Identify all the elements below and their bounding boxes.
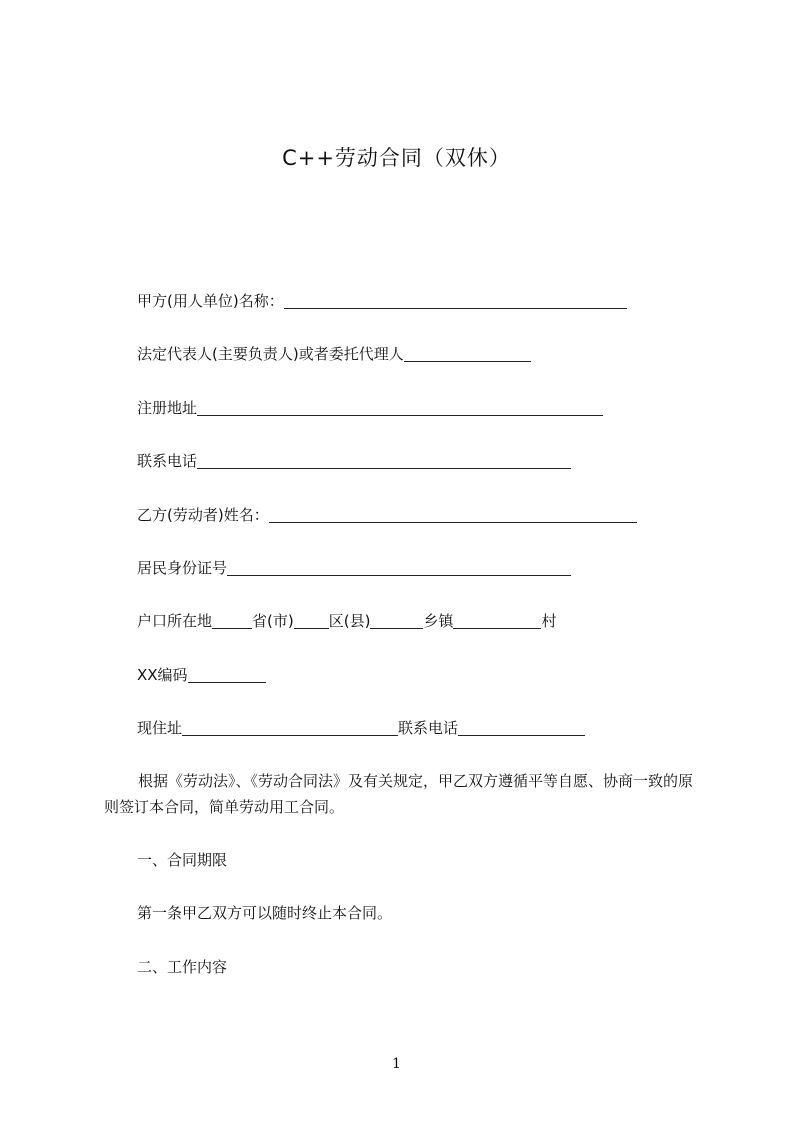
id-number-row xyxy=(137,558,571,578)
legal-rep-row xyxy=(137,344,531,364)
district-label: 区(县) xyxy=(328,612,371,630)
legal-rep-blank[interactable] xyxy=(404,345,531,362)
employer-phone-row xyxy=(137,451,571,471)
village-blank[interactable] xyxy=(453,612,541,629)
document-title: C++劳动合同（双休） xyxy=(282,146,511,170)
employer-name-blank[interactable] xyxy=(284,292,627,309)
current-phone-blank[interactable] xyxy=(458,719,585,736)
intro-paragraph: 根据《劳动法》、《劳动合同法》及有关规定，甲乙双方遵循平等自愿、协商一致的原则签订本合同，简单劳动用工合同。 xyxy=(104,772,694,816)
town-label: 乡镇 xyxy=(423,612,454,630)
employer-phone-label: 联系电话 xyxy=(137,452,198,470)
current-address-blank[interactable] xyxy=(182,719,398,736)
legal-rep-label: 法定代表人(主要负责人)或者委托代理人 xyxy=(137,345,404,363)
section2-heading: 二、工作内容 xyxy=(137,958,228,976)
section1-heading: 一、合同期限 xyxy=(137,851,228,869)
district-blank[interactable] xyxy=(294,612,329,629)
household-label: 户口所在地 xyxy=(137,612,213,630)
employer-name-row xyxy=(137,291,627,311)
household-row xyxy=(137,611,556,631)
page-number: 1 xyxy=(392,1056,401,1072)
employee-name-label: 乙方(劳动者)姓名： xyxy=(137,506,269,524)
reg-address-row xyxy=(137,398,603,418)
employer-name-label: 甲方(用人单位)名称： xyxy=(137,292,284,310)
reg-address-label: 注册地址 xyxy=(137,399,198,417)
province-label: 省(市) xyxy=(252,612,294,630)
employee-name-blank[interactable] xyxy=(269,506,637,523)
current-address-label: 现住址 xyxy=(137,719,183,737)
current-address-row xyxy=(137,718,585,738)
current-phone-label: 联系电话 xyxy=(398,719,459,737)
code-blank[interactable] xyxy=(188,666,266,683)
town-blank[interactable] xyxy=(370,612,423,629)
village-label: 村 xyxy=(541,612,557,630)
id-number-label: 居民身份证号 xyxy=(137,559,228,577)
code-row xyxy=(137,665,266,685)
province-blank[interactable] xyxy=(212,612,252,629)
employer-phone-blank[interactable] xyxy=(197,452,571,469)
reg-address-blank[interactable] xyxy=(197,399,603,416)
code-label: XX编码 xyxy=(137,666,188,684)
article1-text: 第一条甲乙双方可以随时终止本合同。 xyxy=(137,904,393,922)
employee-name-row xyxy=(137,505,637,525)
id-number-blank[interactable] xyxy=(227,559,571,576)
